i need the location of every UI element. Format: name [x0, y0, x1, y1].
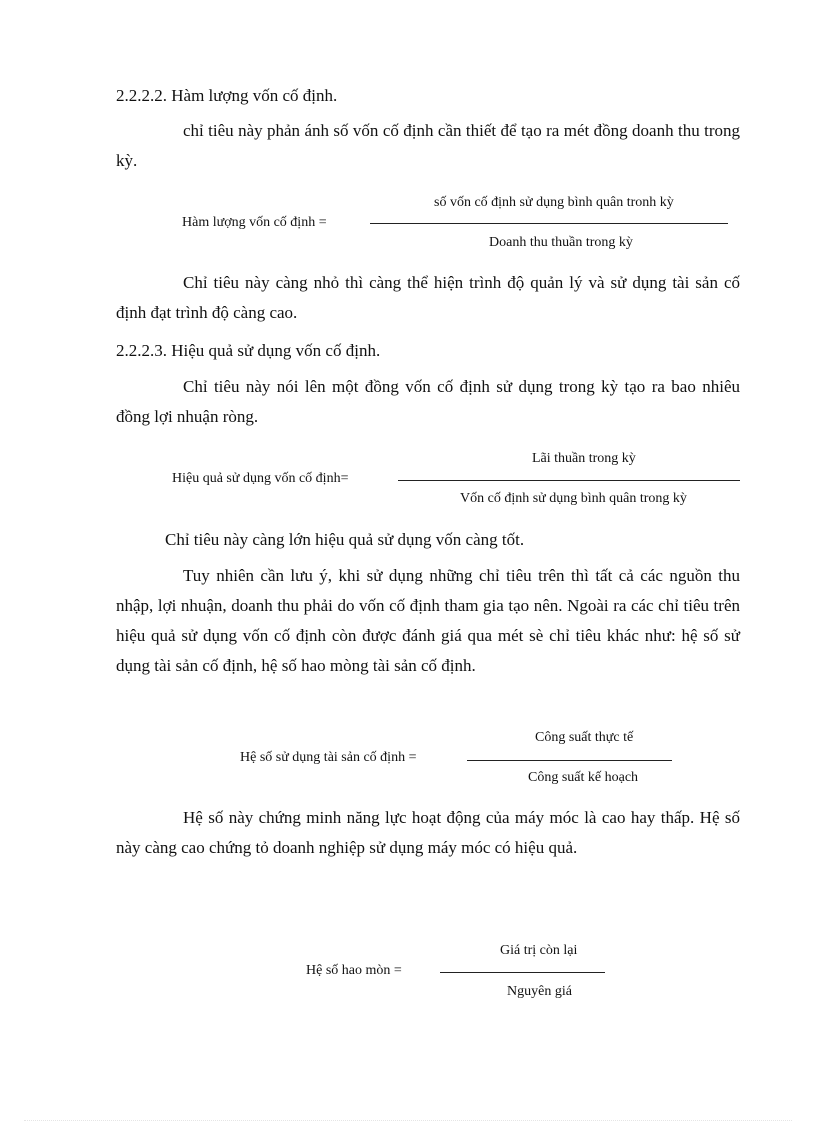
formula-denominator: Nguyên giá: [507, 984, 572, 999]
formula-numerator: Công suất thực tế: [535, 730, 634, 745]
formula-label: Hệ số sử dụng tài sản cố định =: [240, 750, 417, 765]
formula-numerator: số vốn cố định sử dụng bình quân tronh kỳ: [434, 195, 674, 210]
formula-denominator: Công suất kế hoạch: [528, 770, 639, 785]
formula-label: Hiệu quả sử dụng vốn cố định=: [172, 471, 349, 486]
section-heading-fixed-capital-efficiency: 2.2.2.3. Hiệu quả sử dụng vốn cố định.: [116, 341, 381, 360]
formula-denominator: Doanh thu thuần trong kỳ: [489, 235, 633, 250]
fraction-line: [398, 480, 740, 481]
section-heading-fixed-capital-content: 2.2.2.2. Hàm lượng vốn cố định.: [116, 86, 338, 105]
page-bottom-border: [24, 1120, 792, 1121]
paragraph-fixed-capital-content-interpretation: Chỉ tiêu này càng nhỏ thì càng thể hiện trình độ quản lý và sử dụng tài sản cố định đạt trình độ càng cao.: [116, 273, 740, 322]
fraction-line: [467, 760, 672, 761]
paragraph-utilization-interpretation: Hệ số này chứng minh năng lực hoạt động của máy móc là cao hay thấp. Hệ số này càng cao chứng tỏ doanh nghiệp sử dụng máy móc có hiệu quả.: [116, 808, 740, 857]
formula-numerator: Lãi thuần trong kỳ: [532, 451, 636, 466]
paragraph-fixed-capital-efficiency-definition: Chỉ tiêu này nói lên một đồng vốn cố định sử dụng trong kỳ tạo ra bao nhiêu đồng lợi nhuận ròng.: [116, 377, 740, 426]
fraction-line: [440, 972, 605, 973]
formula-label: Hàm lượng vốn cố định =: [182, 215, 327, 230]
formula-label: Hệ số hao mòn =: [306, 963, 402, 978]
paragraph-caveat-and-other-indicators: Tuy nhiên cần lưu ý, khi sử dụng những chỉ tiêu trên thì tất cả các nguồn thu nhập, lợi nhuận, doanh thu phải do vốn cố định tham gia tạo nên. Ngoài ra các chỉ tiêu trên hiệu quả sử dụng vốn cố định còn được đánh giá qua mét sè chỉ tiêu khác như: hệ số sử dụng tài sản cố định, hệ số hao mòng tài sản cố định.: [116, 566, 740, 675]
paragraph-efficiency-interpretation: Chỉ tiêu này càng lớn hiệu quả sử dụng vốn càng tốt.: [165, 530, 525, 549]
formula-denominator: Vốn cố định sử dụng bình quân trong kỳ: [460, 491, 687, 506]
fraction-line: [370, 223, 728, 224]
paragraph-fixed-capital-content-definition: chỉ tiêu này phản ánh số vốn cố định cần thiết để tạo ra mét đồng doanh thu trong kỳ.: [116, 121, 740, 170]
formula-numerator: Giá trị còn lại: [500, 943, 578, 958]
